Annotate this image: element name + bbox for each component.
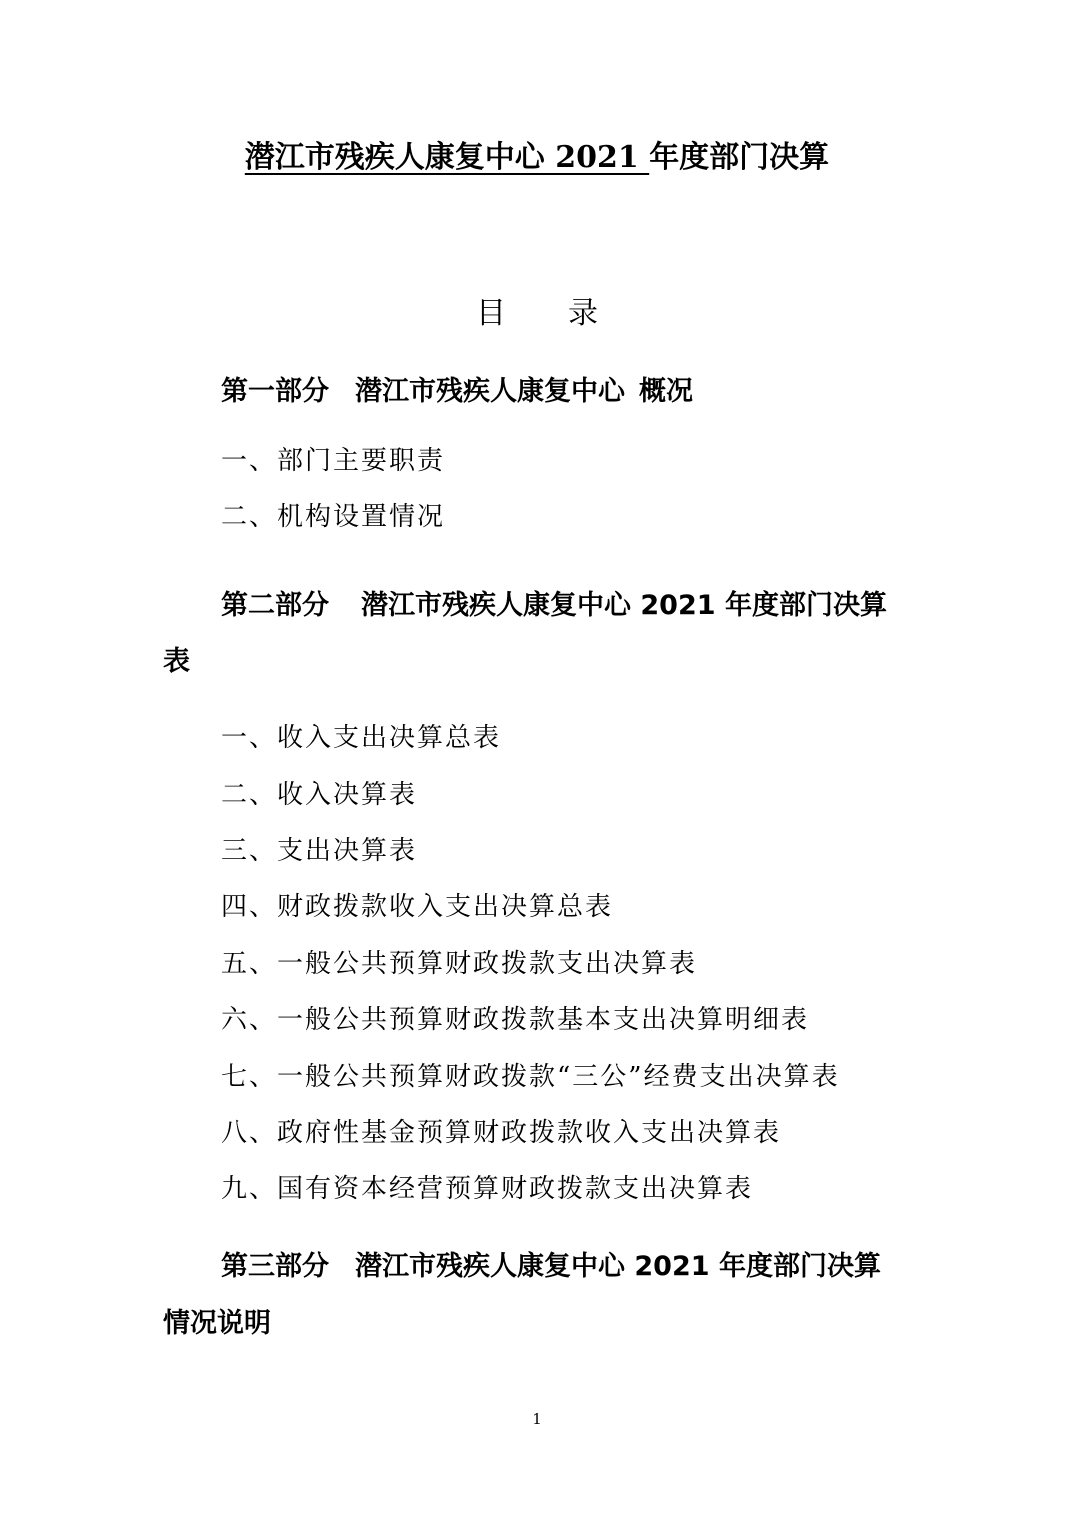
part1-suffix: 概况 — [639, 376, 693, 407]
part1-item: 二、机构设置情况 — [221, 502, 446, 532]
part2-item: 五、一般公共预算财政拨款支出决算表 — [221, 949, 698, 979]
part3-label: 第三部分 — [221, 1251, 329, 1282]
part3-text-line2: 情况说明 — [163, 1308, 271, 1339]
part2-item: 一、收入支出决算总表 — [221, 723, 502, 753]
page-number: 1 — [532, 1410, 542, 1428]
part2-heading — [221, 586, 887, 626]
part1-heading — [221, 372, 693, 412]
part1-label: 第一部分 — [221, 376, 329, 407]
part2-item: 二、收入决算表 — [221, 780, 418, 810]
part3-heading — [221, 1247, 881, 1287]
part1-org: 潜江市残疾人康复中心 — [355, 376, 625, 407]
part2-text-line2: 表 — [163, 646, 190, 677]
part2-item: 四、财政拨款收入支出决算总表 — [221, 892, 614, 922]
part2-item: 八、政府性基金预算财政拨款收入支出决算表 — [221, 1118, 782, 1148]
toc-heading: 目录 — [476, 296, 660, 331]
part1-item: 一、部门主要职责 — [221, 446, 446, 476]
part2-item: 七、一般公共预算财政拨款“三公”经费支出决算表 — [221, 1062, 840, 1092]
document-title-suffix: 年度部门决算 — [649, 140, 830, 175]
part2-item: 六、一般公共预算财政拨款基本支出决算明细表 — [221, 1005, 810, 1035]
document-title-underlined: 潜江市残疾人康复中心 2021 — [244, 140, 650, 175]
document-title — [0, 136, 1074, 180]
part2-item: 三、支出决算表 — [221, 836, 418, 866]
part2-label: 第二部分 — [221, 590, 329, 621]
part3-text-line1: 潜江市残疾人康复中心 2021 年度部门决算 — [355, 1251, 881, 1282]
part2-text-line1: 潜江市残疾人康复中心 2021 年度部门决算 — [361, 590, 887, 621]
part2-item: 九、国有资本经营预算财政拨款支出决算表 — [221, 1174, 754, 1204]
